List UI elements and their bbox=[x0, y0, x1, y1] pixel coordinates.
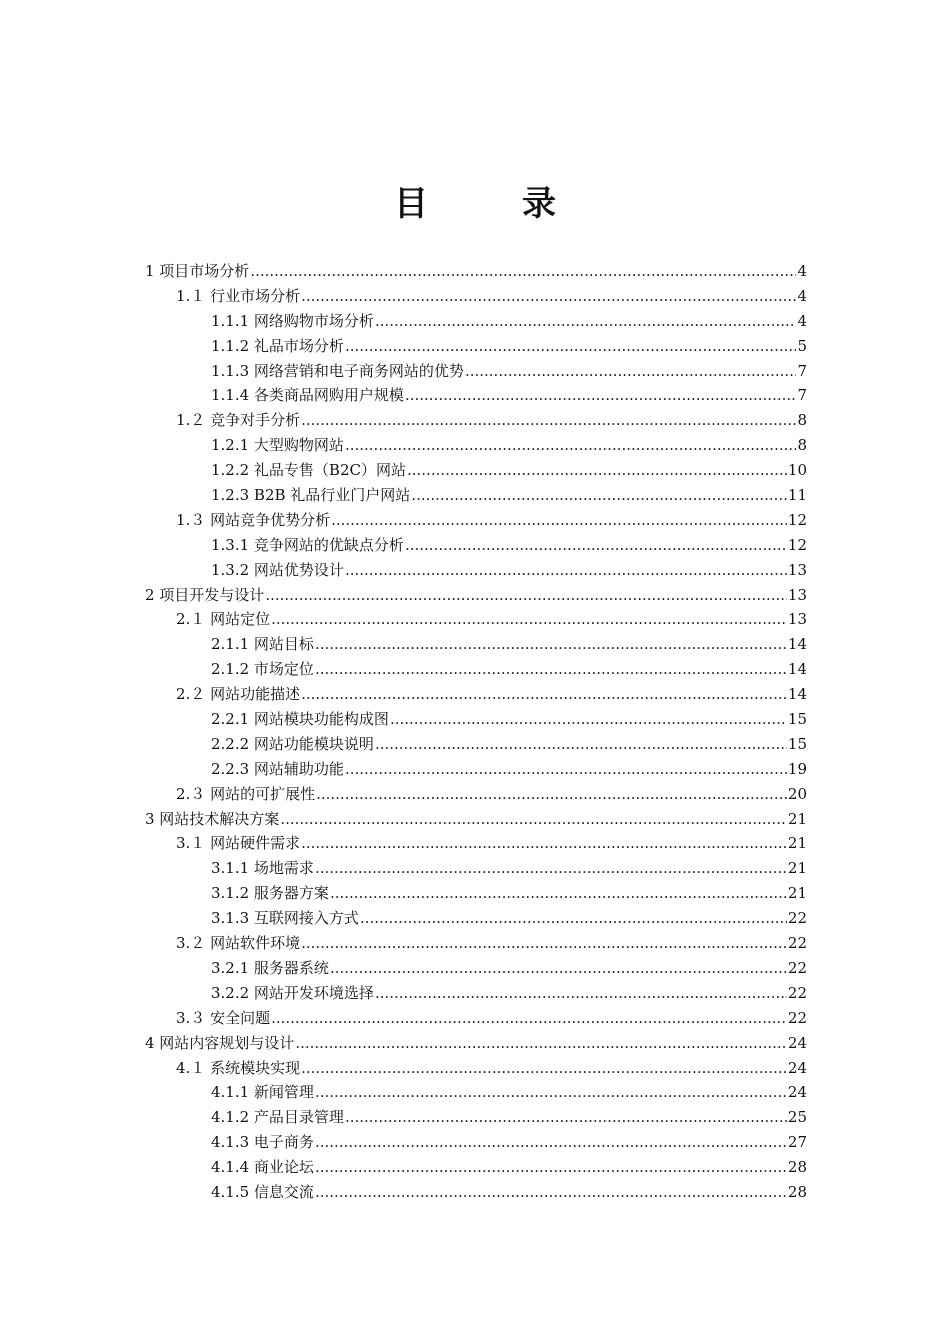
toc-entry-label: 1.３ 网站竞争优势分析 bbox=[176, 510, 331, 529]
toc-entry[interactable] bbox=[145, 831, 807, 856]
toc-page-number: 22 bbox=[787, 983, 807, 1002]
toc-dot-leader bbox=[271, 1006, 787, 1031]
page-title: 目 录 bbox=[394, 184, 586, 224]
toc-dot-leader bbox=[345, 433, 797, 458]
toc-dot-leader bbox=[315, 632, 787, 657]
toc-entry-label: 2.２ 网站功能描述 bbox=[176, 685, 301, 704]
toc-dot-leader bbox=[315, 1180, 787, 1205]
toc-page-number: 13 bbox=[787, 560, 807, 579]
toc-dot-leader bbox=[315, 1155, 787, 1180]
toc-entry[interactable] bbox=[145, 682, 807, 707]
toc-entry-label: 3.２ 网站软件环境 bbox=[176, 934, 301, 953]
table-of-contents bbox=[145, 259, 807, 1205]
toc-page-number: 11 bbox=[787, 486, 807, 505]
toc-entry-label: 2.2.3 网站辅助功能 bbox=[211, 759, 344, 778]
toc-entry[interactable] bbox=[145, 657, 807, 682]
toc-entry-label: 4 网站内容规划与设计 bbox=[145, 1033, 295, 1052]
toc-entry-label: 1.2.3 B2B 礼品行业门户网站 bbox=[211, 486, 411, 505]
toc-page-number: 24 bbox=[787, 1033, 807, 1052]
toc-entry-label: 3.2.2 网站开发环境选择 bbox=[211, 983, 374, 1002]
toc-page-number: 8 bbox=[797, 436, 807, 455]
toc-dot-leader bbox=[407, 458, 787, 483]
toc-entry-label: 4.1.2 产品目录管理 bbox=[211, 1108, 344, 1127]
toc-entry[interactable] bbox=[145, 607, 807, 632]
toc-dot-leader bbox=[271, 607, 787, 632]
toc-page-number: 7 bbox=[797, 361, 807, 380]
toc-entry[interactable] bbox=[145, 309, 807, 334]
toc-page-number: 7 bbox=[797, 386, 807, 405]
toc-dot-leader bbox=[301, 1056, 787, 1081]
toc-page-number: 27 bbox=[787, 1133, 807, 1152]
toc-entry[interactable] bbox=[145, 1006, 807, 1031]
toc-entry[interactable] bbox=[145, 1080, 807, 1105]
toc-dot-leader bbox=[405, 533, 787, 558]
toc-entry-label: 1.3.1 竞争网站的优缺点分析 bbox=[211, 535, 404, 554]
toc-dot-leader bbox=[345, 757, 787, 782]
toc-entry[interactable] bbox=[145, 707, 807, 732]
toc-page-number: 8 bbox=[797, 411, 807, 430]
toc-entry-label: 2.１ 网站定位 bbox=[176, 610, 271, 629]
toc-dot-leader bbox=[375, 309, 797, 334]
toc-entry-label: 1.1.3 网络营销和电子商务网站的优势 bbox=[211, 361, 464, 380]
toc-dot-leader bbox=[315, 657, 787, 682]
toc-page-number: 4 bbox=[797, 286, 807, 305]
toc-entry-label: 3.１ 网站硬件需求 bbox=[176, 834, 301, 853]
toc-dot-leader bbox=[330, 881, 787, 906]
toc-page-number: 22 bbox=[787, 909, 807, 928]
toc-page-number: 4 bbox=[797, 262, 807, 280]
toc-entry[interactable] bbox=[145, 632, 807, 657]
toc-page-number: 12 bbox=[787, 510, 807, 529]
toc-entry[interactable] bbox=[145, 956, 807, 981]
toc-entry-label: 4.１ 系统模块实现 bbox=[176, 1058, 301, 1077]
toc-entry[interactable] bbox=[145, 732, 807, 757]
toc-page-number: 14 bbox=[787, 660, 807, 679]
toc-entry-label: 3.2.1 服务器系统 bbox=[211, 958, 329, 977]
toc-page-number: 15 bbox=[787, 710, 807, 729]
toc-dot-leader bbox=[345, 1105, 787, 1130]
toc-entry[interactable] bbox=[145, 259, 807, 284]
toc-dot-leader bbox=[301, 408, 796, 433]
toc-entry[interactable] bbox=[145, 533, 807, 558]
toc-entry[interactable] bbox=[145, 408, 807, 433]
toc-dot-leader bbox=[345, 334, 797, 359]
toc-dot-leader bbox=[360, 906, 787, 931]
toc-page-number: 19 bbox=[787, 759, 807, 778]
toc-dot-leader bbox=[316, 782, 787, 807]
toc-entry-label: 1 项目市场分析 bbox=[145, 262, 250, 280]
toc-dot-leader bbox=[250, 259, 796, 284]
toc-entry-label: 4.1.1 新闻管理 bbox=[211, 1083, 314, 1102]
toc-entry[interactable] bbox=[145, 782, 807, 807]
toc-entry[interactable] bbox=[145, 558, 807, 583]
toc-entry-label: 1.1.4 各类商品网购用户规模 bbox=[211, 386, 404, 405]
toc-page-number: 28 bbox=[787, 1158, 807, 1177]
toc-entry[interactable] bbox=[145, 1130, 807, 1155]
toc-dot-leader bbox=[301, 284, 796, 309]
toc-entry[interactable] bbox=[145, 881, 807, 906]
toc-entry-label: 1.２ 竞争对手分析 bbox=[176, 411, 301, 430]
toc-entry-label: 2 项目开发与设计 bbox=[145, 585, 265, 604]
toc-entry[interactable] bbox=[145, 359, 807, 384]
toc-entry[interactable] bbox=[145, 483, 807, 508]
toc-entry-label: 2.1.1 网站目标 bbox=[211, 635, 314, 654]
toc-dot-leader bbox=[330, 956, 787, 981]
toc-entry-label: 4.1.3 电子商务 bbox=[211, 1133, 314, 1152]
toc-page-number: 22 bbox=[787, 1008, 807, 1027]
toc-entry-label: 4.1.4 商业论坛 bbox=[211, 1158, 314, 1177]
toc-dot-leader bbox=[280, 807, 787, 832]
toc-entry[interactable] bbox=[145, 334, 807, 359]
toc-entry[interactable] bbox=[145, 906, 807, 931]
toc-page-number: 22 bbox=[787, 958, 807, 977]
toc-page-number: 22 bbox=[787, 934, 807, 953]
toc-entry-label: 2.1.2 市场定位 bbox=[211, 660, 314, 679]
toc-entry[interactable] bbox=[145, 807, 807, 832]
toc-dot-leader bbox=[265, 583, 787, 608]
toc-page-number: 5 bbox=[797, 336, 807, 355]
toc-page-number: 21 bbox=[787, 884, 807, 903]
toc-page-number: 20 bbox=[787, 784, 807, 803]
toc-entry-label: 1.１ 行业市场分析 bbox=[176, 286, 301, 305]
toc-page-number: 25 bbox=[787, 1108, 807, 1127]
toc-page-number: 4 bbox=[797, 311, 807, 330]
toc-entry[interactable] bbox=[145, 931, 807, 956]
toc-dot-leader bbox=[375, 732, 787, 757]
toc-page-number: 13 bbox=[787, 585, 807, 604]
toc-entry-label: 2.2.1 网站模块功能构成图 bbox=[211, 710, 389, 729]
toc-entry[interactable] bbox=[145, 856, 807, 881]
toc-dot-leader bbox=[375, 981, 787, 1006]
toc-entry-label: 3.1.1 场地需求 bbox=[211, 859, 314, 878]
toc-dot-leader bbox=[390, 707, 787, 732]
toc-page-number: 10 bbox=[787, 461, 807, 480]
toc-page-number: 15 bbox=[787, 734, 807, 753]
toc-entry-label: 3.３ 安全问题 bbox=[176, 1008, 271, 1027]
toc-entry[interactable] bbox=[145, 1105, 807, 1130]
toc-entry[interactable] bbox=[145, 1056, 807, 1081]
toc-dot-leader bbox=[301, 931, 787, 956]
toc-entry[interactable] bbox=[145, 433, 807, 458]
toc-entry-label: 1.3.2 网站优势设计 bbox=[211, 560, 344, 579]
toc-dot-leader bbox=[301, 831, 787, 856]
toc-entry-label: 1.1.2 礼品市场分析 bbox=[211, 336, 344, 355]
toc-entry[interactable] bbox=[145, 981, 807, 1006]
toc-entry-label: 1.2.1 大型购物网站 bbox=[211, 436, 344, 455]
toc-entry[interactable] bbox=[145, 583, 807, 608]
toc-page-number: 21 bbox=[787, 834, 807, 853]
toc-page-number: 24 bbox=[787, 1083, 807, 1102]
toc-entry-label: 4.1.5 信息交流 bbox=[211, 1182, 314, 1201]
toc-dot-leader bbox=[405, 383, 797, 408]
toc-dot-leader bbox=[411, 483, 787, 508]
toc-page-number: 21 bbox=[787, 859, 807, 878]
toc-entry-label: 1.2.2 礼品专售（B2C）网站 bbox=[211, 461, 406, 480]
toc-entry-label: 1.1.1 网络购物市场分析 bbox=[211, 311, 374, 330]
toc-entry[interactable] bbox=[145, 383, 807, 408]
toc-entry-label: 2.３ 网站的可扩展性 bbox=[176, 784, 316, 803]
toc-entry-label: 3.1.3 互联网接入方式 bbox=[211, 909, 359, 928]
toc-page-number: 14 bbox=[787, 685, 807, 704]
toc-entry[interactable] bbox=[145, 458, 807, 483]
toc-dot-leader bbox=[301, 682, 787, 707]
toc-dot-leader bbox=[295, 1031, 787, 1056]
toc-dot-leader bbox=[331, 508, 787, 533]
toc-dot-leader bbox=[465, 359, 797, 384]
toc-page-number: 13 bbox=[787, 610, 807, 629]
toc-dot-leader bbox=[315, 1130, 787, 1155]
toc-page-number: 21 bbox=[787, 809, 807, 828]
toc-dot-leader bbox=[345, 558, 787, 583]
toc-entry[interactable] bbox=[145, 1155, 807, 1180]
toc-page-number: 14 bbox=[787, 635, 807, 654]
toc-entry[interactable] bbox=[145, 1031, 807, 1056]
toc-entry-label: 3.1.2 服务器方案 bbox=[211, 884, 329, 903]
toc-entry-label: 3 网站技术解决方案 bbox=[145, 809, 280, 828]
toc-page-number: 28 bbox=[787, 1182, 807, 1201]
toc-dot-leader bbox=[315, 856, 787, 881]
toc-dot-leader bbox=[315, 1080, 787, 1105]
toc-entry[interactable] bbox=[145, 757, 807, 782]
toc-entry[interactable] bbox=[145, 284, 807, 309]
toc-entry-label: 2.2.2 网站功能模块说明 bbox=[211, 734, 374, 753]
toc-entry[interactable] bbox=[145, 508, 807, 533]
toc-entry[interactable] bbox=[145, 1180, 807, 1205]
toc-page-number: 12 bbox=[787, 535, 807, 554]
toc-page-number: 24 bbox=[787, 1058, 807, 1077]
